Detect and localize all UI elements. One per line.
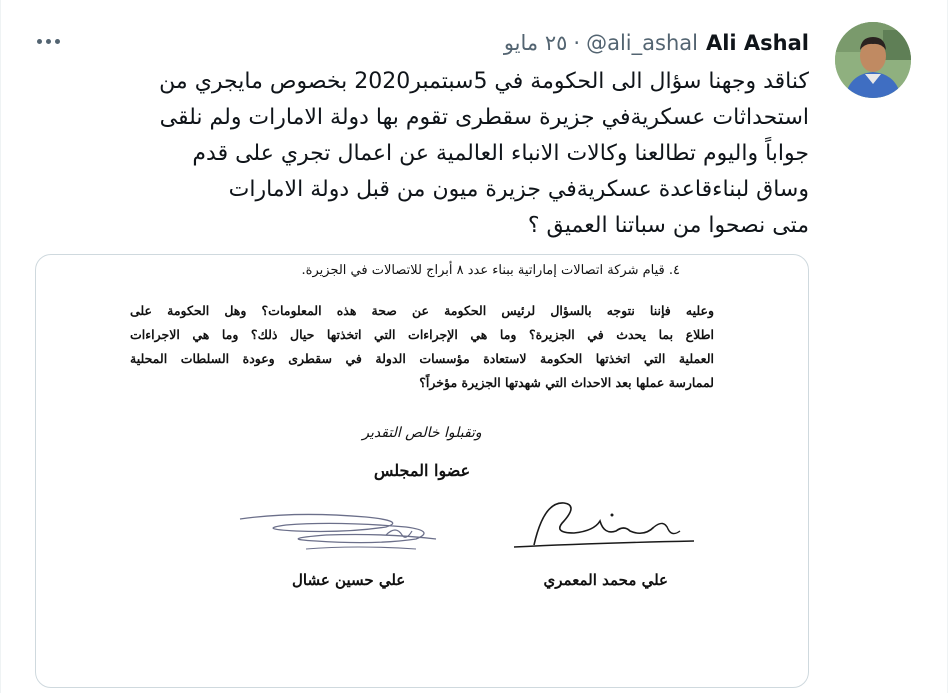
header-separator: · bbox=[573, 31, 581, 55]
dot bbox=[55, 39, 60, 44]
document-paragraph-line: لممارسة عملها بعد الاحداث التي شهدتها الجزيرة مؤخراً؟ bbox=[419, 375, 714, 390]
tweet-header bbox=[504, 26, 809, 60]
tweet-text-line: كناقد وجهنا سؤال الى الحكومة في 5سبتمبر2020 بخصوص مايجري من bbox=[159, 69, 809, 94]
document-paragraph-line: العملية التي اتخذتها الحكومة لاستعادة مؤسسات الدولة في سقطرى وعودة السلطات المحلية bbox=[130, 351, 714, 366]
author-handle[interactable]: @ali_ashal bbox=[586, 31, 698, 55]
document-closing: وتقبلوا خالص التقدير bbox=[362, 425, 482, 441]
document-item-4: ٤. قيام شركة اتصالات إماراتية ببناء عدد ٨ أبراج للاتصالات في الجزيرة. bbox=[301, 263, 680, 278]
tweet-text-line: استحداثات عسكريةفي جزيرة سقطرى تقوم بها دولة الامارات ولم نلقى bbox=[159, 105, 809, 130]
document-members-title: عضوا المجلس bbox=[373, 461, 471, 480]
attached-image[interactable] bbox=[35, 254, 809, 688]
signatory-left-name: علي حسين عشال bbox=[292, 571, 406, 589]
document-paragraph-line: اطلاع بما يحدث في الجزيرة؟ وما هي الإجراءات التي اتخذتها حيال ذلك؟ وما هي الاجراءات bbox=[130, 327, 714, 342]
scanned-document bbox=[36, 255, 808, 687]
signature-left bbox=[236, 505, 456, 565]
tweet-text-line: وساق لبناءقاعدة عسكريةفي جزيرة ميون من قبل دولة الامارات bbox=[228, 177, 809, 202]
signatory-right-name: علي محمد المعمري bbox=[543, 571, 668, 589]
dot bbox=[37, 39, 42, 44]
tweet-text bbox=[29, 64, 809, 244]
avatar-photo bbox=[835, 22, 911, 98]
author-display-name[interactable]: Ali Ashal bbox=[705, 31, 809, 55]
document-paragraph-line: وعليه فإننا نتوجه بالسؤال لرئيس الحكومة عن صحة هذه المعلومات؟ وهل الحكومة على bbox=[130, 303, 714, 318]
tweet-text-line: جواباً واليوم تطالعنا وكالات الانباء العالمية عن اعمال تجري على قدم bbox=[192, 141, 809, 166]
tweet-date[interactable]: ٢٥ مايو bbox=[503, 31, 568, 55]
dot bbox=[46, 39, 51, 44]
signature-right bbox=[504, 491, 704, 561]
author-avatar[interactable] bbox=[835, 22, 911, 98]
tweet-text-line: متى نصحوا من سباتنا العميق ؟ bbox=[527, 213, 809, 238]
document-paragraph bbox=[130, 299, 714, 395]
more-options-icon[interactable] bbox=[31, 28, 65, 54]
